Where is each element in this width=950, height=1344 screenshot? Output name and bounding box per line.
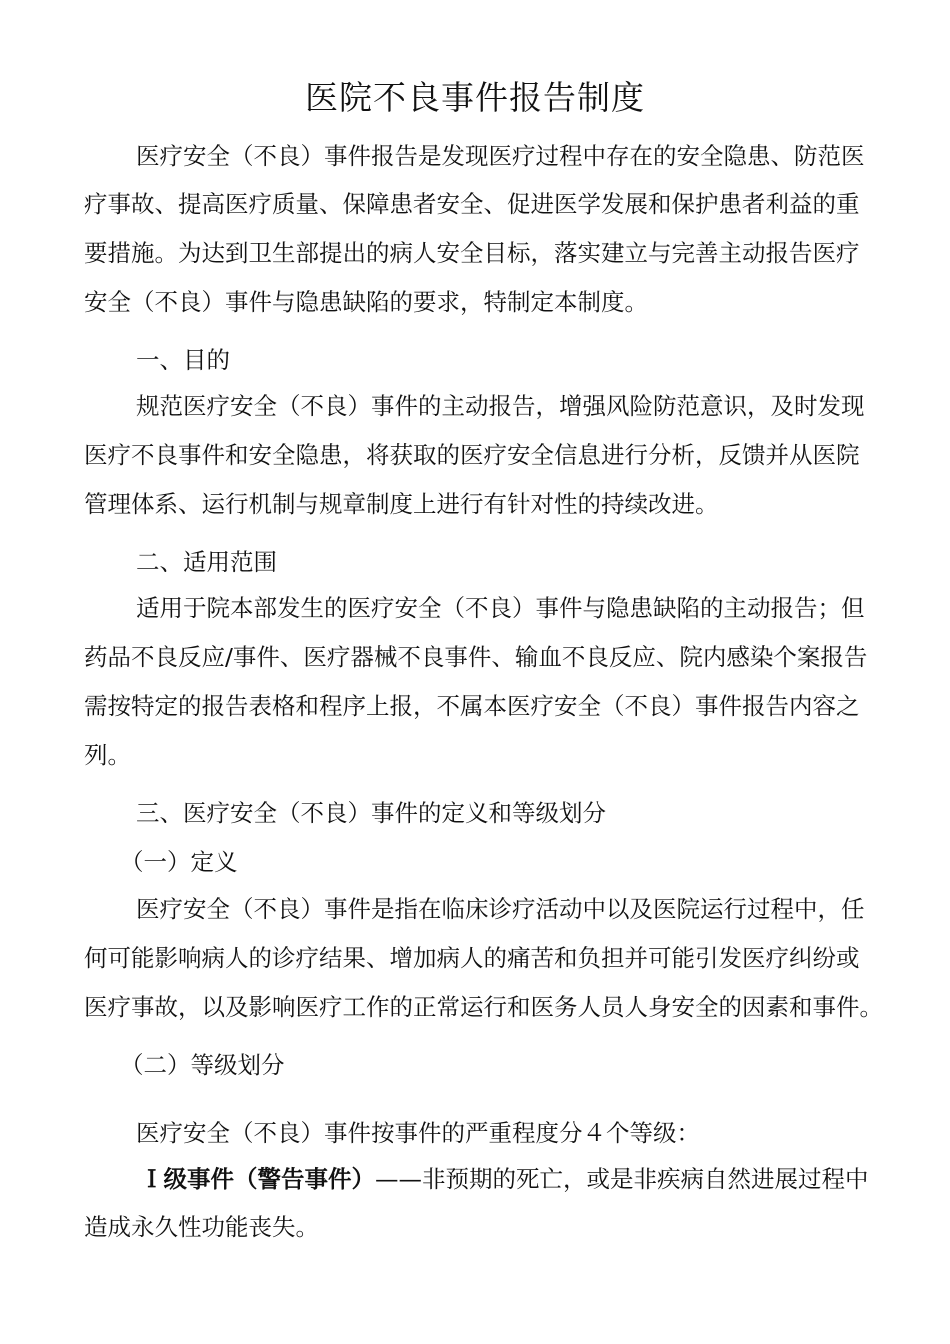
- definition-line-3: 医疗事故，以及影响医疗工作的正常运行和医务人员人身安全的因素和事件。: [84, 993, 883, 1021]
- section-heading-definition-grading: 三、医疗安全（不良）事件的定义和等级划分: [136, 799, 606, 827]
- purpose-line-1: 规范医疗安全（不良）事件的主动报告，增强风险防范意识，及时发现: [136, 392, 865, 420]
- grading-intro: 医疗安全（不良）事件按事件的严重程度分４个等级：: [136, 1119, 700, 1147]
- definition-line-1: 医疗安全（不良）事件是指在临床诊疗活动中以及医院运行过程中，任: [136, 895, 865, 923]
- section-heading-scope: 二、适用范围: [136, 548, 277, 576]
- scope-line-2: 药品不良反应/事件、医疗器械不良事件、输血不良反应、院内感染个案报告: [84, 643, 868, 671]
- level-1-line-1: [140, 1163, 869, 1195]
- scope-line-3: 需按特定的报告表格和程序上报，不属本医疗安全（不良）事件报告内容之: [84, 692, 860, 720]
- intro-line-3: 要措施。为达到卫生部提出的病人安全目标，落实建立与完善主动报告医疗: [84, 239, 860, 267]
- intro-line-2: 疗事故、提高医疗质量、保障患者安全、促进医学发展和保护患者利益的重: [84, 190, 860, 218]
- level-1-line-2: 造成永久性功能丧失。: [84, 1213, 319, 1241]
- intro-line-1: 医疗安全（不良）事件报告是发现医疗过程中存在的安全隐患、防范医: [136, 142, 865, 170]
- intro-line-4: 安全（不良）事件与隐患缺陷的要求，特制定本制度。: [84, 288, 648, 316]
- definition-line-2: 何可能影响病人的诊疗结果、增加病人的痛苦和负担并可能引发医疗纠纷或: [84, 944, 860, 972]
- purpose-line-2: 医疗不良事件和安全隐患，将获取的医疗安全信息进行分析，反馈并从医院: [84, 441, 860, 469]
- scope-line-1: 适用于院本部发生的医疗安全（不良）事件与隐患缺陷的主动报告；但: [136, 594, 865, 622]
- document-title: 医院不良事件报告制度: [305, 78, 645, 117]
- level-1-label: Ｉ级事件（警告事件）: [140, 1165, 375, 1193]
- level-1-text: ——非预期的死亡，或是非疾病自然进展过程中: [375, 1165, 869, 1193]
- subsection-heading-definition: （一）定义: [120, 848, 238, 876]
- section-heading-purpose: 一、目的: [136, 346, 230, 374]
- purpose-line-3: 管理体系、运行机制与规章制度上进行有针对性的持续改进。: [84, 490, 719, 518]
- scope-line-4: 列。: [84, 741, 131, 769]
- subsection-heading-grading: （二）等级划分: [120, 1051, 285, 1079]
